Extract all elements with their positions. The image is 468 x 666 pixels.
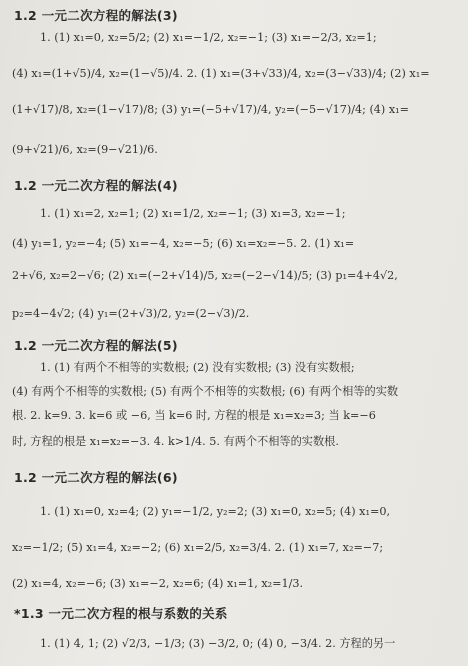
answer-line: 1. (1) x₁=2, x₂=1; (2) x₁=1/2, x₂=−1; (3) x₁=3, x₂=−1; (40, 207, 346, 220)
section-heading-1: 1.2 一元二次方程的解法(3) (14, 8, 178, 23)
answer-line: 1. (1) 4, 1; (2) √2/3, −1/3; (3) −3/2, 0; (4) 0, −3/4. 2. 方程的另一 (40, 637, 396, 650)
answer-line: x₂=−1/2; (5) x₁=4, x₂=−2; (6) x₁=2/5, x₂=3/4. 2. (1) x₁=7, x₂=−7; (12, 541, 384, 554)
answer-line: (9+√21)/6, x₂=(9−√21)/6. (12, 143, 158, 156)
answer-line: 1. (1) x₁=0, x₂=4; (2) y₁=−1/2, y₂=2; (3) x₁=0, x₂=5; (4) x₁=0, (40, 505, 390, 518)
answer-line: 1. (1) 有两个不相等的实数根; (2) 没有实数根; (3) 没有实数根; (40, 361, 355, 374)
answer-line: (4) x₁=(1+√5)/4, x₂=(1−√5)/4. 2. (1) x₁=(3+√33)/4, x₂=(3−√33)/4; (2) x₁= (12, 67, 430, 80)
section-heading-2: 1.2 一元二次方程的解法(4) (14, 178, 178, 193)
answer-line: 时, 方程的根是 x₁=x₂=−3. 4. k>1/4. 5. 有两个不相等的实数根. (12, 435, 339, 448)
answer-line: (1+√17)/8, x₂=(1−√17)/8; (3) y₁=(−5+√17)/4, y₂=(−5−√17)/4; (4) x₁= (12, 103, 410, 116)
section-heading-4: 1.2 一元二次方程的解法(6) (14, 470, 178, 485)
answer-line: 根. 2. k=9. 3. k=6 或 −6, 当 k=6 时, 方程的根是 x₁=x₂=3; 当 k=−6 (12, 409, 376, 422)
answer-line: (4) y₁=1, y₂=−4; (5) x₁=−4, x₂=−5; (6) x₁=x₂=−5. 2. (1) x₁= (12, 237, 355, 250)
answer-line: (2) x₁=4, x₂=−6; (3) x₁=−2, x₂=6; (4) x₁=1, x₂=1/3. (12, 577, 304, 590)
section-heading-3: 1.2 一元二次方程的解法(5) (14, 338, 178, 353)
answer-line: 1. (1) x₁=0, x₂=5/2; (2) x₁=−1/2, x₂=−1; (3) x₁=−2/3, x₂=1; (40, 31, 377, 44)
answer-line: p₂=4−4√2; (4) y₁=(2+√3)/2, y₂=(2−√3)/2. (12, 307, 250, 320)
section-heading-5: *1.3 一元二次方程的根与系数的关系 (14, 606, 228, 621)
answer-line: (4) 有两个不相等的实数根; (5) 有两个不相等的实数根; (6) 有两个相等的实数 (12, 385, 399, 398)
answer-line: 2+√6, x₂=2−√6; (2) x₁=(−2+√14)/5, x₂=(−2−√14)/5; (3) p₁=4+4√2, (12, 269, 398, 282)
